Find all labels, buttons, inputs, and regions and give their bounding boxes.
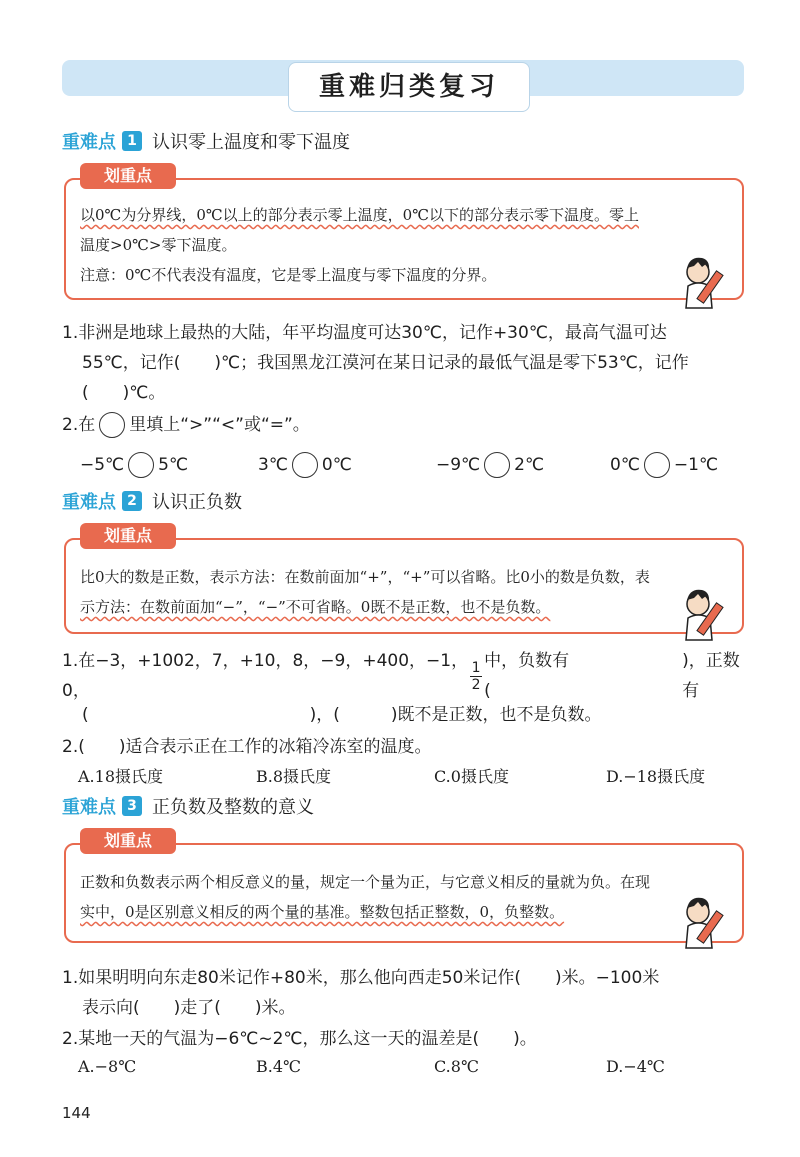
section-3-heading: [62, 793, 314, 819]
section-tag: 重难点: [62, 132, 116, 153]
key-point-box-3: [64, 843, 744, 943]
option-d[interactable]: D.−18摄氏度: [606, 767, 706, 786]
key-point-line: 温度>0℃>零下温度。: [80, 236, 237, 254]
answer-circle[interactable]: [292, 452, 318, 478]
key-point-line: 示方法：在数前面加“−”，“−”不可省略。0既不是正数，也不是负数。: [80, 598, 551, 616]
key-point-line: 以0℃为分界线，0℃以上的部分表示零上温度，0℃以下的部分表示零下温度。零上: [80, 206, 639, 224]
option-a[interactable]: A.18摄氏度: [78, 767, 164, 786]
student-pencil-icon: [676, 582, 736, 644]
section-number-badge: 1: [122, 131, 142, 151]
key-point-line: 注意：0℃不代表没有温度，它是零上温度与零下温度的分界。: [80, 266, 497, 284]
question-1-1: 1.非洲是地球上最热的大陆，年平均温度可达30℃，记作+30℃，最高气温可达 55℃，记作( )℃；我国黑龙江漠河在某日记录的最低气温是零下53℃，记作 ( )℃。: [62, 323, 689, 403]
question-3-1: 1.如果明明向东走80米记作+80米，那么他向西走50米记作( )米。−100米 表示向( )走了( )米。: [62, 968, 660, 1018]
compare-item: 3℃ 0℃: [258, 452, 352, 478]
section-2-heading: [62, 488, 242, 514]
question-2-1: 1.在−3，+1002，7，+10，8，−9，+400，−1，0， $\frac{1}{2}$ 中，负数有( )，正数有: [62, 651, 740, 701]
option-b[interactable]: B.4℃: [256, 1057, 301, 1076]
question-2-2: 2.( )适合表示正在工作的冰箱冷冻室的温度。: [62, 737, 432, 757]
answer-circle[interactable]: [644, 452, 670, 478]
section-title: 正负数及整数的意义: [152, 797, 314, 818]
section-number-badge: 2: [122, 491, 142, 511]
key-point-box-2: [64, 538, 744, 634]
key-point-line: 实中，0是区别意义相反的两个量的基准。整数包括正整数，0，负整数。: [80, 903, 565, 921]
key-point-label: 划重点: [80, 828, 176, 854]
answer-circle[interactable]: [99, 412, 125, 438]
option-a[interactable]: A.−8℃: [78, 1057, 137, 1076]
section-title: 认识正负数: [152, 492, 242, 513]
page-title: 重难归类复习: [288, 62, 530, 112]
compare-item: 0℃ −1℃: [610, 452, 718, 478]
key-point-box-1: [64, 178, 744, 300]
student-pencil-icon: [676, 890, 736, 952]
key-point-label: 划重点: [80, 163, 176, 189]
question-1-2: 2.在 里填上“>”“<”或“=”。: [62, 410, 752, 440]
option-c[interactable]: C.0摄氏度: [434, 767, 509, 786]
fraction: $\frac{1}{2}$: [471, 659, 481, 693]
key-point-line: 正数和负数表示两个相反意义的量，规定一个量为正，与它意义相反的量就为负。在现: [80, 873, 651, 891]
question-3-2: 2.某地一天的气温为−6℃~2℃，那么这一天的温差是( )。: [62, 1029, 537, 1049]
answer-circle[interactable]: [484, 452, 510, 478]
option-c[interactable]: C.8℃: [434, 1057, 479, 1076]
answer-circle[interactable]: [128, 452, 154, 478]
option-d[interactable]: D.−4℃: [606, 1057, 665, 1076]
key-point-label: 划重点: [80, 523, 176, 549]
compare-item: −9℃ 2℃: [436, 452, 544, 478]
question-2-1-line2: ( )，( )既不是正数，也不是负数。: [82, 705, 602, 725]
student-pencil-icon: [676, 250, 736, 312]
key-point-line: 比0大的数是正数，表示方法：在数前面加“+”，“+”可以省略。比0小的数是负数，表: [80, 568, 650, 586]
section-tag: 重难点: [62, 797, 116, 818]
section-title: 认识零上温度和零下温度: [152, 132, 350, 153]
section-tag: 重难点: [62, 492, 116, 513]
section-1-heading: [62, 128, 350, 154]
page-number: 144: [62, 1104, 91, 1122]
compare-item: −5℃ 5℃: [80, 452, 188, 478]
section-number-badge: 3: [122, 796, 142, 816]
option-b[interactable]: B.8摄氏度: [256, 767, 332, 786]
